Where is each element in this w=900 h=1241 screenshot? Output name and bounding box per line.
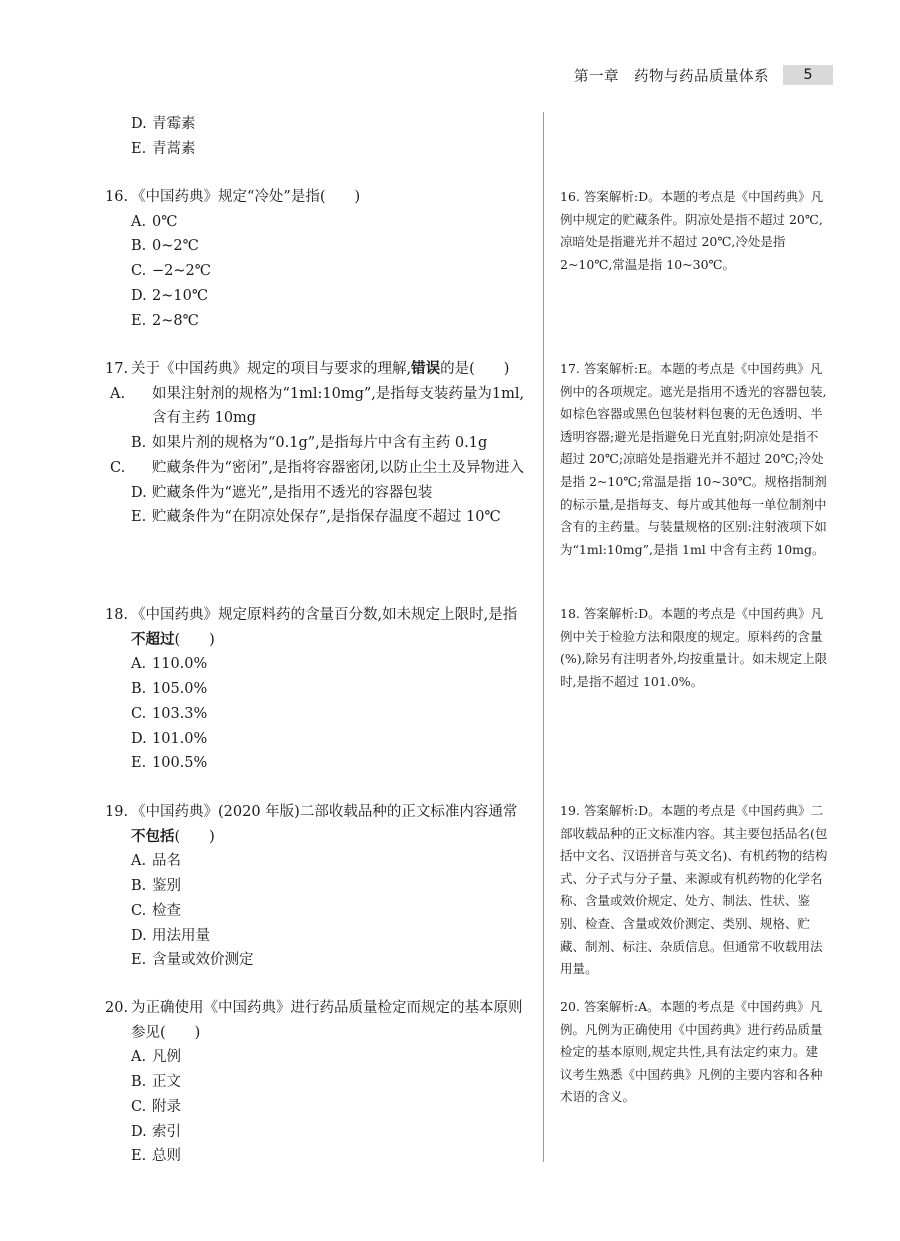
option-b: B. 如果片剂的规格为“0.1g”,是指每片中含有主药 0.1g [131,435,488,452]
option-d: D. 2~10℃ [131,287,209,304]
question-number: 17. [105,361,129,377]
question-stem: 关于《中国药典》规定的项目与要求的理解,错误的是( ) [131,361,510,377]
option-e: E. 100.5% [131,755,208,772]
answer-18: 18. 答案解析:D。本题的考点是《中国药典》凡例中关于检验方法和限度的规定。原料药的含量(%),除另有注明者外,均按重量计。如未规定上限时,是指不超过 101.0%。 [560,606,828,689]
option-d: D. 贮藏条件为“遮光”,是指用不透光的容器包装 [131,484,433,501]
question-16 [105,185,531,333]
option-c: C. 103.3% [131,705,208,722]
option-b: B. 105.0% [131,681,208,698]
answer-17: 17. 答案解析:E。本题的考点是《中国药典》凡例中的各项规定。遮光是指用不透光的容器包装,如棕色容器或黑色包装材料包裹的无色透明、半透明容器;避光是指避免日光直射;阴凉处是指不超过 20℃;凉暗处是指避光并不超过 20℃;冷处是指 2~10℃;常温是指 10~30℃。规格指制剂的标示量,是指每支、每片或其他每一单位制剂中含有的主药量。与装量规格的区别:注射液项下如为“1ml:10mg”,是指 1ml 中含有主药 10mg。 [560,361,827,557]
option-a: A. 凡例 [131,1049,181,1066]
question-18 [105,603,531,776]
question-stem: 《中国药典》(2020 年版)二部收载品种的正文标准内容通常不包括( ) [131,804,518,845]
answer-19: 19. 答案解析:D。本题的考点是《中国药典》二部收载品种的正文标准内容。其主要包括品名(包括中文名、汉语拼音与英文名)、有机药物的结构式、分子式与分子量、来源或有机药物的化学名称、含量或效价规定、处方、制法、性状、鉴别、检查、含量或效价测定、类别、规格、贮藏、制剂、标注、杂质信息。但通常不收载用法用量。 [560,803,828,977]
question-17 [105,357,531,530]
emphasis-keyword: 错误 [411,361,441,377]
option-c: C. 附录 [131,1098,181,1115]
option-b: B. 0~2℃ [131,238,199,255]
question-stem: 为正确使用《中国药典》进行药品质量检定而规定的基本原则参见( ) [131,1000,523,1041]
question-number: 19. [105,804,129,820]
emphasis-keyword: 不超过 [131,631,175,648]
option-b: B. 正文 [131,1074,181,1091]
question-stem: 《中国药典》规定“冷处”是指( ) [131,189,361,205]
question-20 [105,996,531,1169]
option-e: E. 青蒿素 [131,140,196,157]
answer-16: 16. 答案解析:D。本题的考点是《中国药典》凡例中规定的贮藏条件。阴凉处是指不超过 20℃,凉暗处是指避光并不超过 20℃,冷处是指 2~10℃,常温是指 10~30℃。 [560,189,824,272]
question-number: 20. [105,1000,129,1016]
option-a: A. 品名 [131,853,181,870]
question-19 [105,800,531,973]
option-d: D. 索引 [131,1123,181,1140]
option-c: C. 贮藏条件为“密闭”,是指将容器密闭,以防止尘土及异物进入 [110,459,525,476]
option-d: D. 101.0% [131,730,208,747]
question-number: 16. [105,189,129,205]
option-d: D. 用法用量 [131,927,210,944]
emphasis-keyword: 不包括 [131,828,175,845]
option-d: D. 青霉素 [131,116,196,132]
option-c: C. 检查 [131,902,181,919]
option-e: E. 总则 [131,1148,181,1165]
option-e: E. 2~8℃ [131,312,199,329]
answer-20: 20. 答案解析:A。本题的考点是《中国药典》凡例。凡例为正确使用《中国药典》进行药品质量检定的基本原则,规定共性,具有法定约束力。建议考生熟悉《中国药典》凡例的主要内容和各种术语的含义。 [560,999,823,1105]
question-15-tail [105,112,531,161]
option-c: C. −2~2℃ [131,263,211,280]
running-header [574,64,833,86]
question-stem: 《中国药典》规定原料药的含量百分数,如未规定上限时,是指不超过( ) [131,607,518,648]
question-number: 18. [105,607,129,623]
option-b: B. 鉴别 [131,878,181,895]
chapter-title: 第一章 药物与药品质量体系 [574,68,769,85]
column-divider [543,112,544,1162]
page-number: 5 [783,65,833,85]
option-a: A. 110.0% [131,656,208,673]
option-a: A. 如果注射剂的规格为“1ml:10mg”,是指每支装药量为1ml,含有主药 10mg [110,385,525,427]
option-e: E. 含量或效价测定 [131,952,254,969]
option-e: E. 贮藏条件为“在阴凉处保存”,是指保存温度不超过 10℃ [131,509,501,526]
option-a: A. 0℃ [131,213,178,230]
